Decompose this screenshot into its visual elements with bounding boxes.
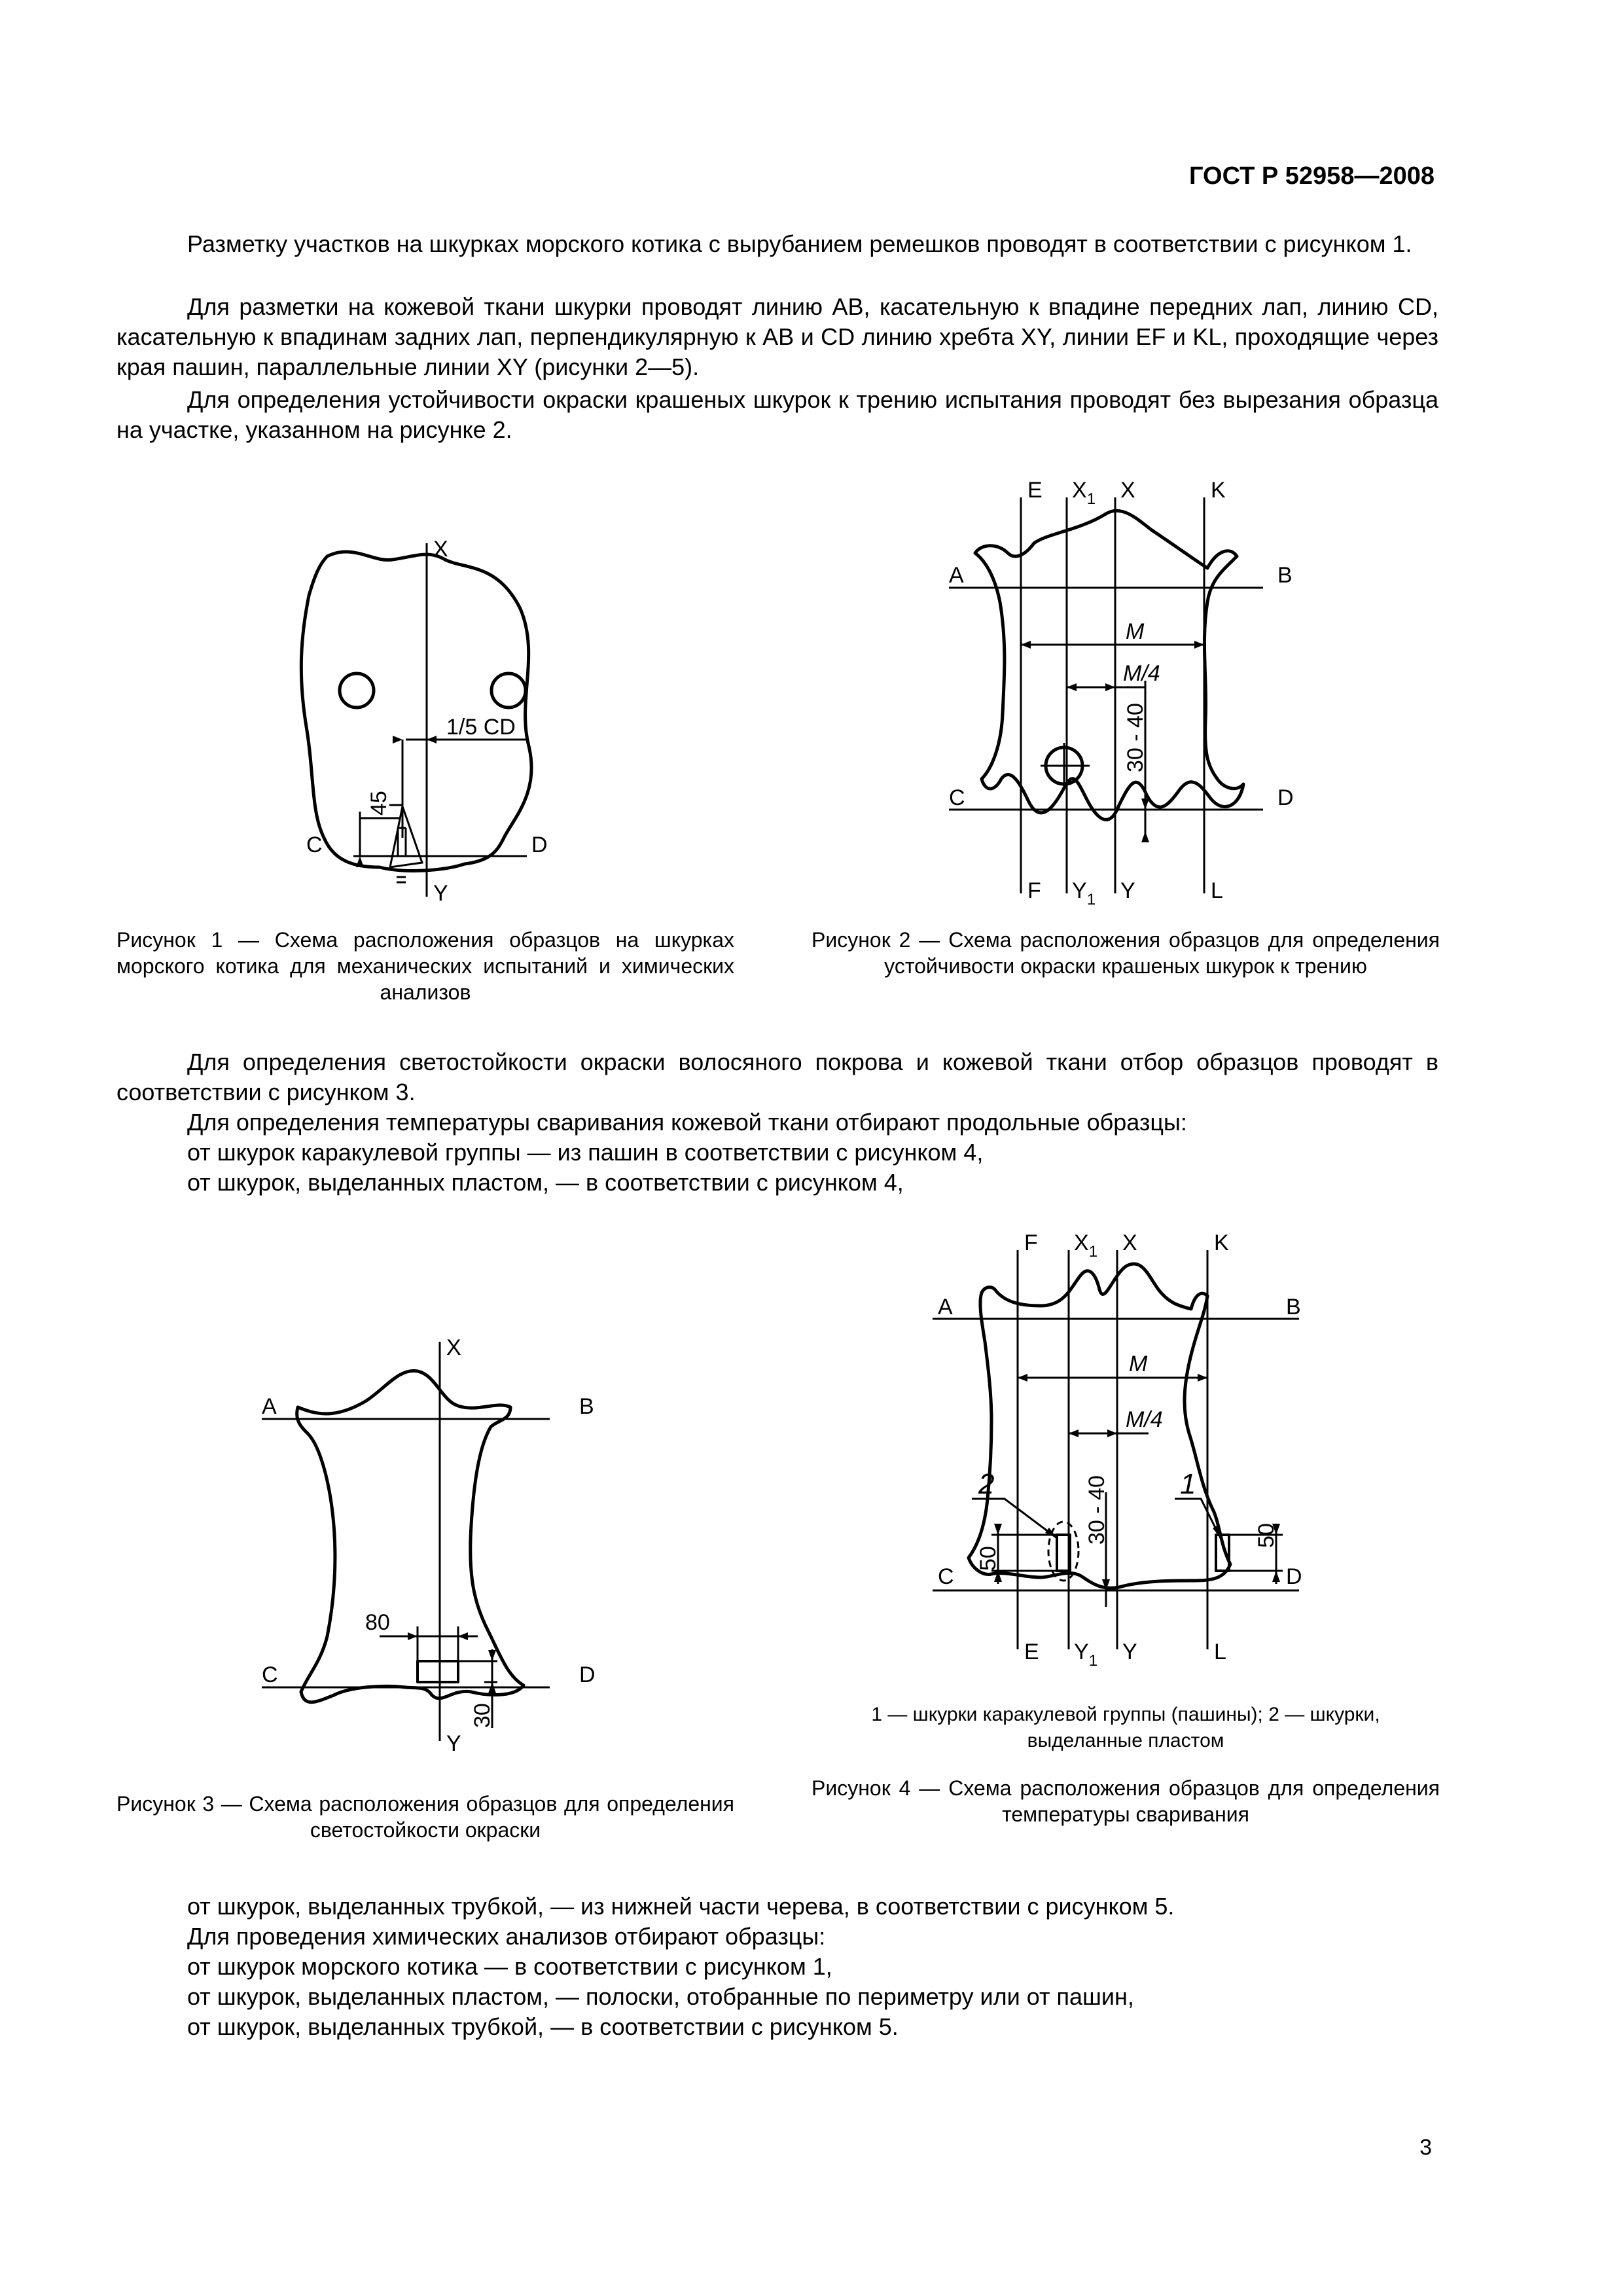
label-c: C (306, 833, 323, 857)
label-d: D (531, 833, 548, 857)
label-k: K (1214, 1230, 1229, 1255)
dimension-30-40: 30 - 40 (1084, 1475, 1109, 1545)
document-header: ГОСТ Р 52958—2008 (1189, 162, 1435, 190)
label-d: D (1277, 785, 1294, 810)
label-x: X (1122, 1230, 1137, 1255)
list-item: от шкурок, выделанных трубкой, — из нижней части черева, в соответствии с рисунком 5. (187, 1893, 1175, 1920)
label-b: B (579, 1394, 594, 1419)
paragraph: Для определения температуры сваривания кожевой ткани отбирают продольные образцы: (187, 1109, 1187, 1136)
list-item: от шкурок каракулевой группы — из пашин в соответствии с рисунком 4, (187, 1139, 984, 1166)
dimension-1-5-cd: 1/5 CD (446, 715, 516, 740)
dimension-50-right: 50 (1254, 1523, 1279, 1548)
label-f: F (1027, 878, 1041, 903)
label-l: L (1211, 878, 1223, 903)
label-k: K (1211, 478, 1226, 503)
paragraph: Для определения светостойкости окраски волосяного покрова и кожевой ткани отбор образцов проводят в соответствии с рисунком 3. (116, 1049, 1438, 1105)
label-y: Y (433, 881, 448, 906)
list-item: от шкурок морского котика — в соответствии с рисунком 1, (187, 1953, 832, 1980)
figure-1-diagram (288, 530, 576, 910)
paragraph: Для определения устойчивости окраски крашеных шкурок к трению испытания проводят без вырезания образца на участке, указанном на рисунке 2. (116, 386, 1438, 443)
label-c: C (262, 1662, 278, 1687)
label-d: D (579, 1662, 596, 1687)
label-a: A (262, 1394, 277, 1419)
leader-label-1: 1 (1180, 1468, 1196, 1500)
figure-2-diagram (949, 478, 1329, 908)
label-y1: $Y_1$ (1074, 1640, 1098, 1670)
leader-label-2: 2 (978, 1468, 995, 1500)
figure-3-caption: Рисунок 3 — Схема расположения образцов для определения светостойкости окраски (116, 1792, 734, 1842)
label-a: A (938, 1295, 953, 1319)
figure-1-caption: Рисунок 1 — Схема расположения образцов на шкурках морского котика для механических испытаний и химических анализов (116, 928, 734, 1004)
figure-3-diagram (262, 1329, 615, 1761)
dimension-30-40: 30 - 40 (1123, 703, 1148, 772)
dimension-m: M (1129, 1352, 1148, 1376)
label-y: Y (1122, 1640, 1137, 1664)
label-y: Y (446, 1731, 461, 1756)
label-l: L (1214, 1640, 1226, 1664)
label-x: X (1120, 478, 1135, 503)
figure-2-caption: Рисунок 2 — Схема расположения образцов для определения устойчивости окраски крашеных шкурок к трению (812, 928, 1440, 978)
paragraph: Для разметки на кожевой ткани шкурки проводят линию AB, касательную к впадине передних лап, линию CD, касательную к впадинам задних лап, перпендикулярную к AB и CD линию хребта XY, линии EF и KL, проходящие через края пашин, параллельные линии XY (рисунки 2—5). (116, 293, 1438, 380)
label-x: X (433, 537, 448, 562)
label-x: X (446, 1335, 461, 1360)
label-y: Y (1120, 878, 1135, 903)
label-x1: $X_1$ (1074, 1230, 1098, 1261)
label-e: E (1024, 1640, 1039, 1664)
label-a: A (949, 563, 964, 588)
label-d: D (1286, 1564, 1302, 1589)
label-c: C (938, 1564, 954, 1589)
label-c: C (949, 785, 965, 810)
dimension-30: 30 (470, 1703, 495, 1728)
figure-4-note: 1 — шкурки каракулевой группы (пашины); 2 — шкурки, выделанные пластом (871, 1704, 1380, 1751)
dimension-45: 45 (366, 791, 391, 816)
list-item: от шкурок, выделанных пластом, — полоски, отобранные по периметру или от пашин, (187, 1983, 1134, 2010)
page-number: 3 (1419, 2135, 1432, 2160)
dimension-50-left: 50 (976, 1546, 1001, 1571)
label-x1: $X_1$ (1072, 478, 1096, 508)
label-e: E (1027, 478, 1043, 503)
dimension-m-4: M/4 (1126, 1407, 1163, 1432)
dimension-m-4: M/4 (1123, 661, 1160, 686)
label-f: F (1024, 1230, 1038, 1255)
figure-4-caption: Рисунок 4 — Схема расположения образцов для определения температуры сваривания (812, 1776, 1440, 1826)
paragraph: Для проведения химических анализов отбирают образцы: (187, 1923, 826, 1950)
dimension-80: 80 (365, 1610, 390, 1635)
figure-4-diagram (933, 1230, 1325, 1670)
label-b: B (1277, 563, 1293, 588)
dimension-m: M (1126, 619, 1145, 644)
paragraph: Разметку участков на шкурках морского котика с вырубанием ремешков проводят в соответствии с рисунком 1. (187, 230, 1412, 257)
list-item: от шкурок, выделанных трубкой, — в соответствии с рисунком 5. (187, 2013, 899, 2040)
label-b: B (1286, 1295, 1301, 1319)
label-y1: $Y_1$ (1072, 878, 1096, 908)
list-item: от шкурок, выделанных пластом, — в соответствии с рисунком 4, (187, 1169, 904, 1196)
